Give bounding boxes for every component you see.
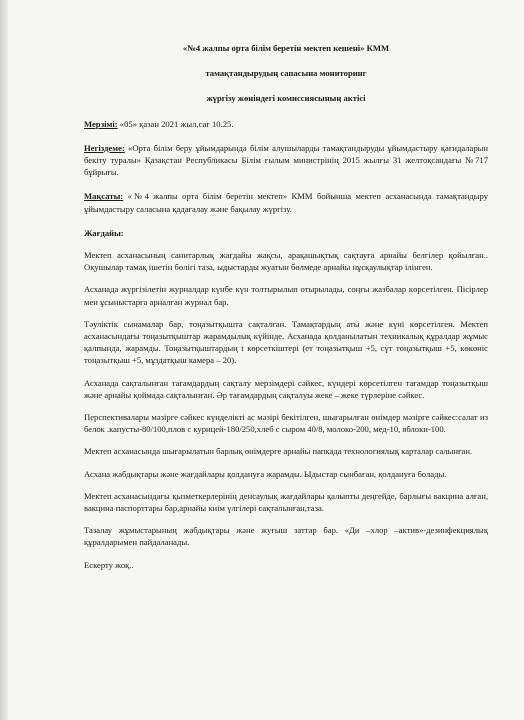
- document-title-line-1: «№4 жалпы орта білім беретін мектеп кешені» КММ: [182, 43, 390, 53]
- status-paragraph-8: Мектеп асханасындағы қызметкерлерінің денсаулық жағдайлары қалыпты деңгейде, барлығы вакцина алған, вакцина паспорттары бар,арнайы киім үлгілері сақталынған,таза.: [84, 490, 488, 514]
- note-line: Ескерту жоқ..: [84, 559, 134, 570]
- status-paragraph-6: Мектеп асханасында шығарылатын барлық өнімдерге арнайы папкада технологиялық карталар салынған.: [84, 446, 473, 457]
- status-heading: Жағдайы:: [84, 227, 124, 238]
- basis-label: Негіздеме:: [84, 142, 125, 153]
- status-paragraph-4: Асханада сақталынған тағамдардың сақталу мерзімдері сәйкес, күндері көрсетілген тағамдар тоңазытқыш және арнайы қоймада сақталынған. Әр тағамдардың сақталуы жеке – жеке түрлеріне сәйкес.: [84, 377, 488, 400]
- purpose-text: «№4 жалпы орта білім беретін мектеп» КММ бойынша мектеп асханасында тамақтандыру ұйымдастыру саласына қадағалау және бақылау жүргізу.: [84, 191, 488, 214]
- basis-paragraph: [84, 142, 488, 179]
- purpose-paragraph: [84, 190, 488, 214]
- status-paragraph-1: Мектеп асханасының санитарлық жағдайы жақсы, арақашықтық сақтауға арнайы белгілер қойылған.. Оқушылар тамақ ішетін бөлігі таза, ыдыстарды жуатын бөлмеде арнайы нұсқаулықтар ілінген.: [84, 250, 488, 273]
- document-title-line-3: жүргізу жөніндегі комиссиясының актісі: [206, 93, 366, 104]
- document-title-line-2: тамақтандырудың сапасына мониторинг: [205, 68, 367, 79]
- date-value: «05» қазан 2021 жыл,сағ 10.25.: [117, 118, 234, 129]
- purpose-label: Мақсаты:: [84, 191, 124, 202]
- status-paragraph-9: Тазалау жұмыстарының жабдықтары және жуғыш заттар бар. «Ди –хлор –актив»-дезинфекциялық құралдарымен пайдаланады.: [84, 525, 488, 548]
- page-edge-shadow: [0, 0, 8, 720]
- status-paragraph-3: Тәуліктік сынамалар бар, тоңазытқышта сақталған. Тамақтардың аты және күні көрсетілген. Мектеп асханасындағы тоңазытқыштар жарамдылық күйінде. Асханада қолданылатын техникалық құралдар жұмыс қалпында, жарамды. Тоңазытқыштардың t көрсеткіштері (ет тоңазытқыш +5, сүт тоңазытқыш +5, көкөніс тоңазытқыш +5, мұздатқыш камера – 20).: [84, 318, 488, 366]
- basis-text: «Орта білім беру ұйымдарында білім алушыларды тамақтандыруды ұйымдастыру қағидаларын бекіту туралы» Қазақстан Республикасы Білім ғылым министрінің 2015 жылғы 31 желтоқсандағы №717 бұйрығы.: [84, 142, 488, 178]
- status-paragraph-7: Асхана жабдықтары және жағдайлары қолдануға жарамды. Ыдыстар сынбаған, қолдануға болады.: [84, 468, 447, 479]
- status-paragraph-5: Перспективалары мәзірге сәйкес күнделікті ас мәзірі бекітілген, шығарылған өнімдер мәзірге сәйкес:салат из белок .капусты-80/100,плов с курицей-180/250,хлеб с сыром 40/8, молоко-200, мед-10, яблоки-100.: [84, 412, 488, 435]
- date-label: Мерзімі:: [84, 118, 118, 129]
- date-line: [84, 118, 488, 130]
- status-paragraph-2: Асханада жүргізілетін журналдар күнбе күн толтырылып отырылады, соңғы жазбалар көрсетілген. Пісірлер мен ұсыныстарға арналған журнал бар.: [84, 284, 488, 307]
